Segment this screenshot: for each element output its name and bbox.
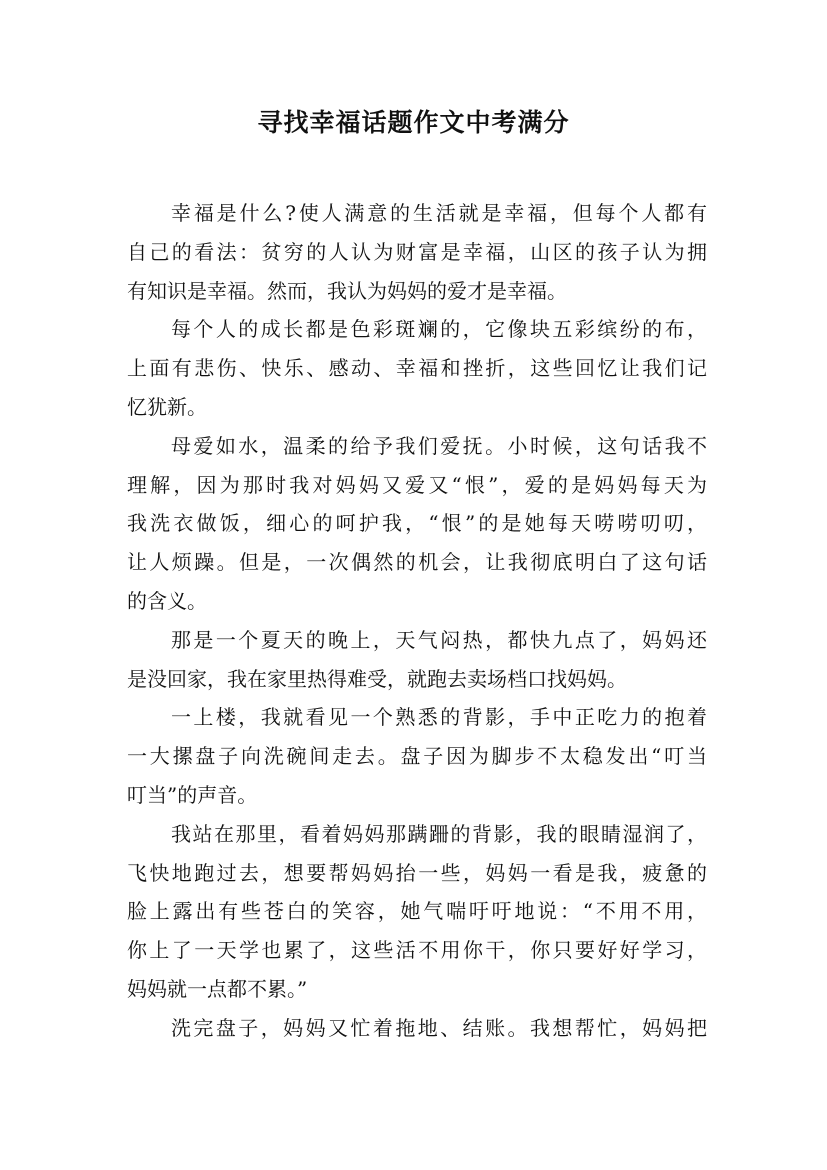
text-line: 忆犹新。 bbox=[127, 394, 207, 419]
document-title: 寻找幸福话题作文中考满分 bbox=[257, 108, 570, 137]
text-line: 那是一个夏天的晚上，天气闷热，都快九点了，妈妈还 bbox=[171, 627, 707, 652]
text-line: 你上了一天学也累了，这些活不用你干，你只要好好学习， bbox=[127, 938, 707, 963]
text-line: 上面有悲伤、快乐、感动、幸福和挫折，这些回忆让我们记 bbox=[127, 356, 707, 381]
text-line: 我洗衣做饭，细心的呵护我，“恨”的是她每天唠唠叨叨， bbox=[127, 511, 707, 536]
text-line: 每个人的成长都是色彩斑斓的，它像块五彩缤纷的布， bbox=[171, 317, 707, 342]
text-line: 是没回家，我在家里热得难受，就跑去卖场档口找妈妈。 bbox=[127, 666, 627, 691]
document-body bbox=[127, 194, 707, 1048]
text-line: 有知识是幸福。然而，我认为妈妈的爱才是幸福。 bbox=[127, 278, 567, 303]
text-line: 洗完盘子，妈妈又忙着拖地、结账。我想帮忙，妈妈把 bbox=[171, 1015, 707, 1040]
text-line: 一大摞盘子向洗碗间走去。盘子因为脚步不太稳发出“叮当 bbox=[127, 744, 707, 769]
text-line: 脸上露出有些苍白的笑容，她气喘吁吁地说：“不用不用， bbox=[127, 899, 707, 924]
text-line: 让人烦躁。但是，一次偶然的机会，让我彻底明白了这句话 bbox=[127, 550, 707, 575]
text-line: 母爱如水，温柔的给予我们爱抚。小时候，这句话我不 bbox=[171, 433, 707, 458]
text-line: 一上楼，我就看见一个熟悉的背影，手中正吃力的抱着 bbox=[171, 705, 707, 730]
text-line: 妈妈就一点都不累。” bbox=[127, 976, 308, 1001]
text-line: 飞快地跑过去，想要帮妈妈抬一些，妈妈一看是我，疲惫的 bbox=[127, 860, 707, 885]
text-line: 理解，因为那时我对妈妈又爱又“恨”，爱的是妈妈每天为 bbox=[127, 472, 707, 497]
text-line: 幸福是什么?使人满意的生活就是幸福，但每个人都有 bbox=[171, 201, 707, 225]
text-line: 的含义。 bbox=[127, 588, 207, 613]
text-line: 叮当”的声音。 bbox=[127, 782, 258, 807]
text-line: 我站在那里，看着妈妈那蹒跚的背影，我的眼睛湿润了， bbox=[171, 821, 707, 846]
text-line: 自己的看法：贫穷的人认为财富是幸福，山区的孩子认为拥 bbox=[127, 239, 707, 264]
